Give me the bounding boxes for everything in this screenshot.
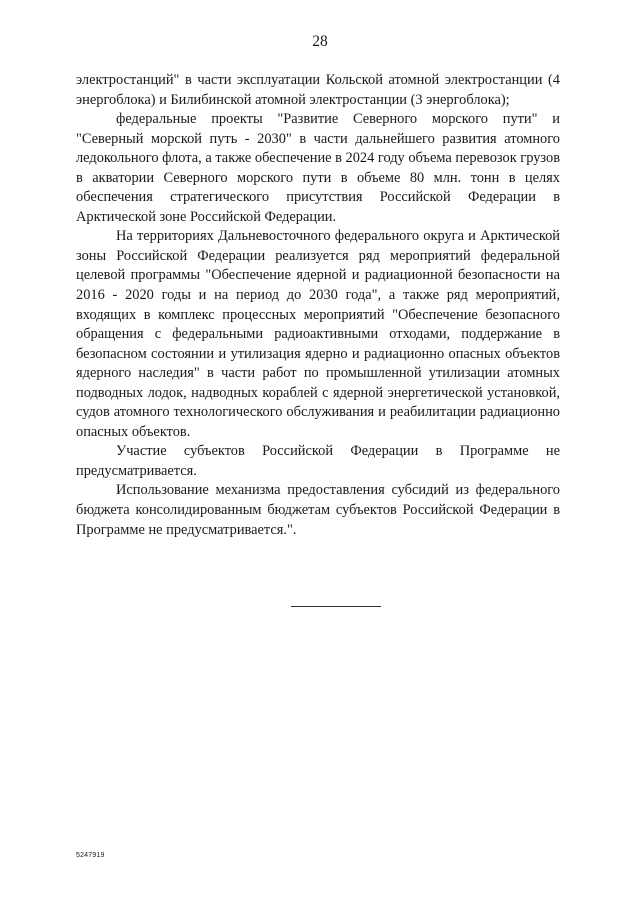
paragraph-nuclear-safety: На территориях Дальневосточного федерального округа и Арктической зоны Российской Федерации реализуется ряд мероприятий федеральной целевой программы "Обеспечение ядерной и радиационной безопасности на 2016 - 2020 годы и на период до 2030 года", а также ряд мероприятий, входящих в комплекс процессных мероприятий "Обеспечение безопасного обращения с федеральными радиоактивными отходами, поддержание в безопасном состоянии и утилизация ядерно и радиационно опасных объектов ядерного наследия" в части работ по промышленной утилизации атомных подводных лодок, надводных кораблей с ядерной энергетической установкой, судов атомного технологического обслуживания и реабилитации радиационно опасных объектов. [76, 228, 560, 440]
paragraph-northern-sea-route: федеральные проекты "Развитие Северного морского пути" и "Северный морской путь - 2030" в части дальнейшего развития атомного ледокольного флота, а также обеспечение в 2024 году объема перевозок грузов в акватории Северного морского пути в объеме 80 млн. тонн в целях обеспечения стратегического присутствия Российской Федерации в Арктической зоне Российской Федерации. [76, 111, 560, 225]
end-separator-line [291, 606, 381, 607]
paragraph-subjects-participation: Участие субъектов Российской Федерации в Программе не предусматривается. [76, 443, 560, 479]
page-number: 28 [312, 33, 328, 50]
document-code: 5247919 [76, 852, 105, 859]
paragraph-subsidies: Использование механизма предоставления субсидий из федерального бюджета консолидированным бюджетам субъектов Российской Федерации в Программе не предусматривается.". [76, 482, 560, 538]
paragraph-power-plants: электростанций" в части эксплуатации Кольской атомной электростанции (4 энергоблока) и Билибинской атомной электростанции (3 энергоблока); [76, 72, 560, 108]
body-text [76, 71, 560, 540]
